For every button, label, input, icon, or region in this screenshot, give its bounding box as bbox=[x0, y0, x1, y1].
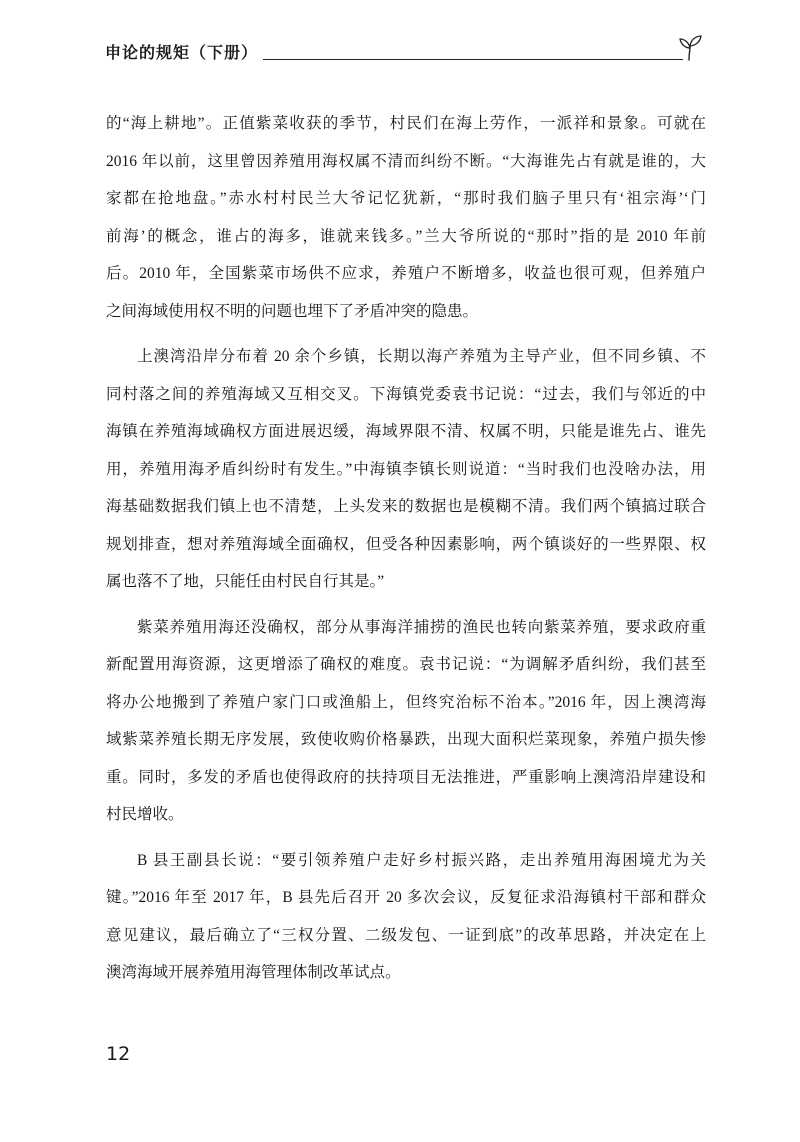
text-line: 重。同时，多发的矛盾也使得政府的扶持项目无法推进，严重影响上澳湾沿岸建设和 bbox=[106, 768, 706, 786]
text-line: 澳湾海域开展养殖用海管理体制改革试点。 bbox=[106, 964, 401, 981]
text-line: 紫菜养殖用海还没确权，部分从事海洋捕捞的渔民也转向紫菜养殖，要求政府重 bbox=[137, 618, 706, 636]
text-line: 属也落不了地，只能任由村民自行其是。” bbox=[106, 573, 385, 590]
text-line: 新配置用海资源，这更增添了确权的难度。袁书记说：“为调解矛盾纠纷，我们甚至 bbox=[106, 656, 706, 673]
page-number: 12 bbox=[106, 1043, 131, 1065]
paragraph bbox=[106, 609, 706, 834]
text-line: 域紫菜养殖长期无序发展，致使收购价格暴跌，出现大面积烂菜现象，养殖户损失惨 bbox=[106, 731, 706, 748]
header-rule bbox=[263, 59, 683, 60]
text-line: 后。2010 年，全国紫菜市场供不应求，养殖户不断增多，收益也很可观，但养殖户 bbox=[106, 265, 706, 282]
text-line: 村民增收。 bbox=[106, 806, 184, 823]
article-body bbox=[106, 105, 706, 992]
text-line: 前海’的概念，谁占的海多，谁就来钱多。”兰大爷所说的“那时”指的是 2010 年前 bbox=[106, 227, 706, 245]
text-line: 同村落之间的养殖海域又互相交叉。下海镇党委袁书记说：“过去，我们与邻近的中 bbox=[106, 385, 706, 403]
paragraph bbox=[106, 842, 706, 992]
text-line: 之间海域使用权不明的问题也埋下了矛盾冲突的隐患。 bbox=[106, 302, 479, 320]
text-line: 用，养殖用海矛盾纠纷时有发生。”中海镇李镇长则说道：“当时我们也没啥办法，用 bbox=[106, 460, 706, 478]
text-line: B 县王副县长说：“要引领养殖户走好乡村振兴路，走出养殖用海困境尤为关 bbox=[137, 851, 706, 869]
text-line: 家都在抢地盘。”赤水村村民兰大爷记忆犹新，“那时我们脑子里只有‘祖宗海’‘门 bbox=[106, 190, 706, 207]
text-line: 意见建议，最后确立了“三权分置、二级发包、一证到底”的改革思路，并决定在上 bbox=[106, 926, 706, 944]
running-header-title: 申论的规矩（下册） bbox=[105, 43, 259, 62]
text-line: 2016 年以前，这里曾因养殖用海权属不清而纠纷不断。“大海谁先占有就是谁的，大 bbox=[106, 152, 706, 170]
sprout-icon bbox=[677, 33, 703, 61]
text-line: 上澳湾沿岸分布着 20 余个乡镇，长期以海产养殖为主导产业，但不同乡镇、不 bbox=[137, 348, 706, 365]
text-line: 海基础数据我们镇上也不清楚，上头发来的数据也是模糊不清。我们两个镇搞过联合 bbox=[106, 498, 706, 515]
paragraph bbox=[106, 105, 706, 330]
text-line: 规划排查，想对养殖海域全面确权，但受各种因素影响，两个镇谈好的一些界限、权 bbox=[106, 535, 706, 553]
text-line: 键。”2016 年至 2017 年，B 县先后召开 20 多次会议，反复征求沿海镇村干部和群众 bbox=[106, 889, 706, 906]
text-line: 海镇在养殖海域确权方面进展迟缓，海域界限不清、权属不明，只能是谁先占、谁先 bbox=[106, 423, 706, 440]
page-header bbox=[0, 0, 800, 70]
text-line: 将办公地搬到了养殖户家门口或渔船上，但终究治标不治本。”2016 年，因上澳湾海 bbox=[106, 693, 706, 711]
paragraph bbox=[106, 338, 706, 601]
text-line: 的“海上耕地”。正值紫菜收获的季节，村民们在海上劳作，一派祥和景象。可就在 bbox=[106, 115, 706, 132]
